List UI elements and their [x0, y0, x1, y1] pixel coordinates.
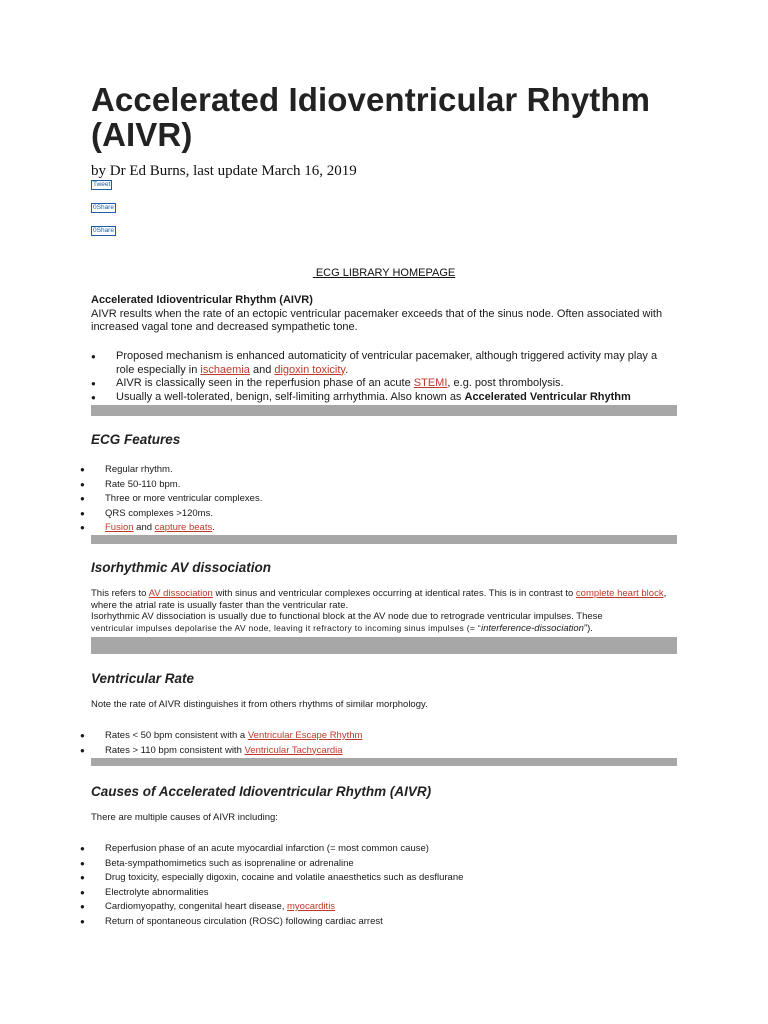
list-item: [80, 744, 640, 759]
ventricular-rate-intro: Note the rate of AIVR distinguishes it from others rhythms of similar morphology.: [91, 699, 428, 710]
bullet-text: , e.g. post thrombolysis.: [447, 377, 564, 389]
share-button-1[interactable]: 0Share: [93, 204, 114, 211]
para-text: with sinus and ventricular complexes occurring at identical rates. This is in contrast to: [212, 588, 576, 599]
complete-heart-block-link[interactable]: complete heart block: [575, 588, 664, 599]
section-divider: [91, 405, 677, 416]
homepage-link-text: ECG LIBRARY HOMEPAGE: [315, 267, 456, 279]
fusion-link[interactable]: Fusion: [105, 522, 134, 533]
list-item: ● Reperfusion phase of an acute myocardial infarction (= most common cause): [80, 842, 680, 857]
section-divider: [91, 758, 677, 766]
bullet-text: AIVR is classically seen in the reperfusion phase of an acute: [116, 377, 414, 389]
para-text: , where the atrial rate is usually faster than the ventricular rate.: [91, 588, 667, 611]
section-divider: [91, 637, 677, 654]
italic-term: interference-dissociation: [480, 622, 584, 634]
list-item: [80, 900, 680, 915]
list-item: ● Electrolyte abnormalities: [80, 886, 680, 901]
list-item: [91, 391, 666, 405]
list-item: [80, 521, 640, 536]
intro-text: AIVR results when the rate of an ectopic ventricular pacemaker exceeds that of the sinus node. Often associated with increased vagal tone and decreased sympathetic tone.: [91, 307, 663, 333]
ecg-library-homepage-link[interactable]: [0, 267, 768, 279]
intro-bullets: [91, 350, 666, 404]
av-dissociation-link[interactable]: AV dissociation: [148, 588, 213, 599]
isorhythmic-p1: [91, 588, 671, 611]
ventricular-rate-heading: Ventricular Rate: [91, 671, 195, 686]
myocarditis-link[interactable]: myocarditis: [287, 901, 336, 912]
item-text: Rates > 110 bpm consistent with: [105, 744, 245, 756]
isorhythmic-p2: Isorhythmic AV dissociation is usually due to functional block at the AV node due to retrograde ventricular impulses. These: [91, 611, 603, 622]
causes-intro: There are multiple causes of AIVR including:: [91, 812, 278, 823]
causes-list: [80, 842, 680, 929]
capture-beats-link[interactable]: capture beats: [154, 522, 213, 533]
list-item: ● Beta-sympathomimetics such as isoprenaline or adrenaline: [80, 857, 680, 872]
item-text: .: [212, 522, 215, 533]
list-item: ● QRS complexes >120ms.: [80, 507, 640, 522]
ecg-features-heading: ECG Features: [91, 432, 181, 447]
bullet-text: Usually a well-tolerated, benign, self-limiting arrhythmia. Also known as: [116, 390, 465, 403]
list-item: ● Rate 50-110 bpm.: [80, 478, 640, 493]
bullet-text: .: [345, 363, 349, 376]
list-item: ● Drug toxicity, especially digoxin, cocaine and volatile anaesthetics such as desflurane: [80, 871, 680, 886]
list-item: ● Three or more ventricular complexes.: [80, 492, 640, 507]
item-text: and: [133, 522, 155, 533]
intro-section: [91, 294, 671, 335]
para-text: ventricular impulses depolarise the AV node, leaving it refractory to incoming sinus impulses (= “: [91, 622, 481, 633]
isorhythmic-heading: Isorhythmic AV dissociation: [91, 560, 272, 575]
section-divider: [91, 535, 677, 544]
digoxin-toxicity-link[interactable]: digoxin toxicity: [274, 363, 346, 376]
share-button-2[interactable]: 0Share: [93, 227, 114, 234]
ventricular-tachycardia-link[interactable]: Ventricular Tachycardia: [244, 744, 343, 756]
list-item: [91, 377, 666, 391]
list-item: ● Return of spontaneous circulation (ROSC) following cardiac arrest: [80, 915, 680, 930]
bullet-text: Proposed mechanism is enhanced automaticity of ventricular pacemaker, although triggered activity may play a role especially in: [116, 350, 658, 376]
ecg-features-list: [80, 463, 640, 536]
byline: by Dr Ed Burns, last update March 16, 2019: [91, 163, 357, 179]
list-item: [91, 350, 666, 377]
ventricular-escape-rhythm-link[interactable]: Ventricular Escape Rhythm: [247, 730, 363, 741]
list-item: [80, 729, 640, 744]
para-text: This refers to: [91, 588, 149, 599]
item-text: Cardiomyopathy, congenital heart disease,: [105, 901, 288, 912]
para-text: ”).: [583, 622, 593, 634]
causes-heading: Causes of Accelerated Idioventricular Rhythm (AIVR): [91, 784, 432, 799]
page-title: Accelerated Idioventricular Rhythm (AIVR): [91, 81, 651, 153]
list-item: ● Regular rhythm.: [80, 463, 640, 478]
tweet-button[interactable]: Tweet: [93, 181, 111, 188]
ventricular-rate-list: [80, 729, 640, 758]
intro-heading: Accelerated Idioventricular Rhythm (AIVR): [91, 294, 313, 306]
stemi-link[interactable]: STEMI: [413, 377, 448, 389]
isorhythmic-text: [91, 588, 671, 634]
isorhythmic-p3: [91, 623, 671, 635]
bold-term: Accelerated Ventricular Rhythm: [464, 390, 631, 403]
ischaemia-link[interactable]: ischaemia: [200, 363, 250, 376]
item-text: Rates < 50 bpm consistent with a: [105, 730, 248, 741]
bullet-text: and: [249, 363, 275, 376]
